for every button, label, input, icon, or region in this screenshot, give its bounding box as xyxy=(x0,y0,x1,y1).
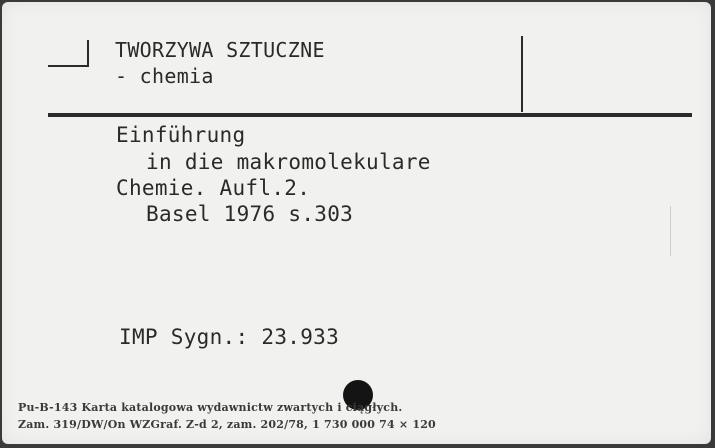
title-line-1: Einführung xyxy=(116,123,246,147)
title-line-2: in die makromolekulare xyxy=(146,150,431,174)
imprint-line: Basel 1976 s.303 xyxy=(146,202,354,226)
call-number: IMP Sygn.: 23.933 xyxy=(119,325,340,349)
faint-mark xyxy=(670,206,671,256)
subject-heading: TWORZYWA SZTUCZNE xyxy=(115,38,325,62)
header-horizontal-rule xyxy=(48,113,692,117)
catalog-card xyxy=(2,2,711,444)
subject-subheading: - chemia xyxy=(115,64,214,88)
title-line-3: Chemie. Aufl.2. xyxy=(116,176,311,200)
corner-bracket-mark xyxy=(48,40,92,70)
header-vertical-rule xyxy=(521,36,523,112)
footer-line-1: Pu-B-143 Karta katalogowa wydawnictw zwartych i ciągłych. xyxy=(18,401,403,414)
footer-line-2: Zam. 319/DW/On WZGraf. Z-d 2, zam. 202/78, 1 730 000 74 × 120 xyxy=(18,418,436,431)
